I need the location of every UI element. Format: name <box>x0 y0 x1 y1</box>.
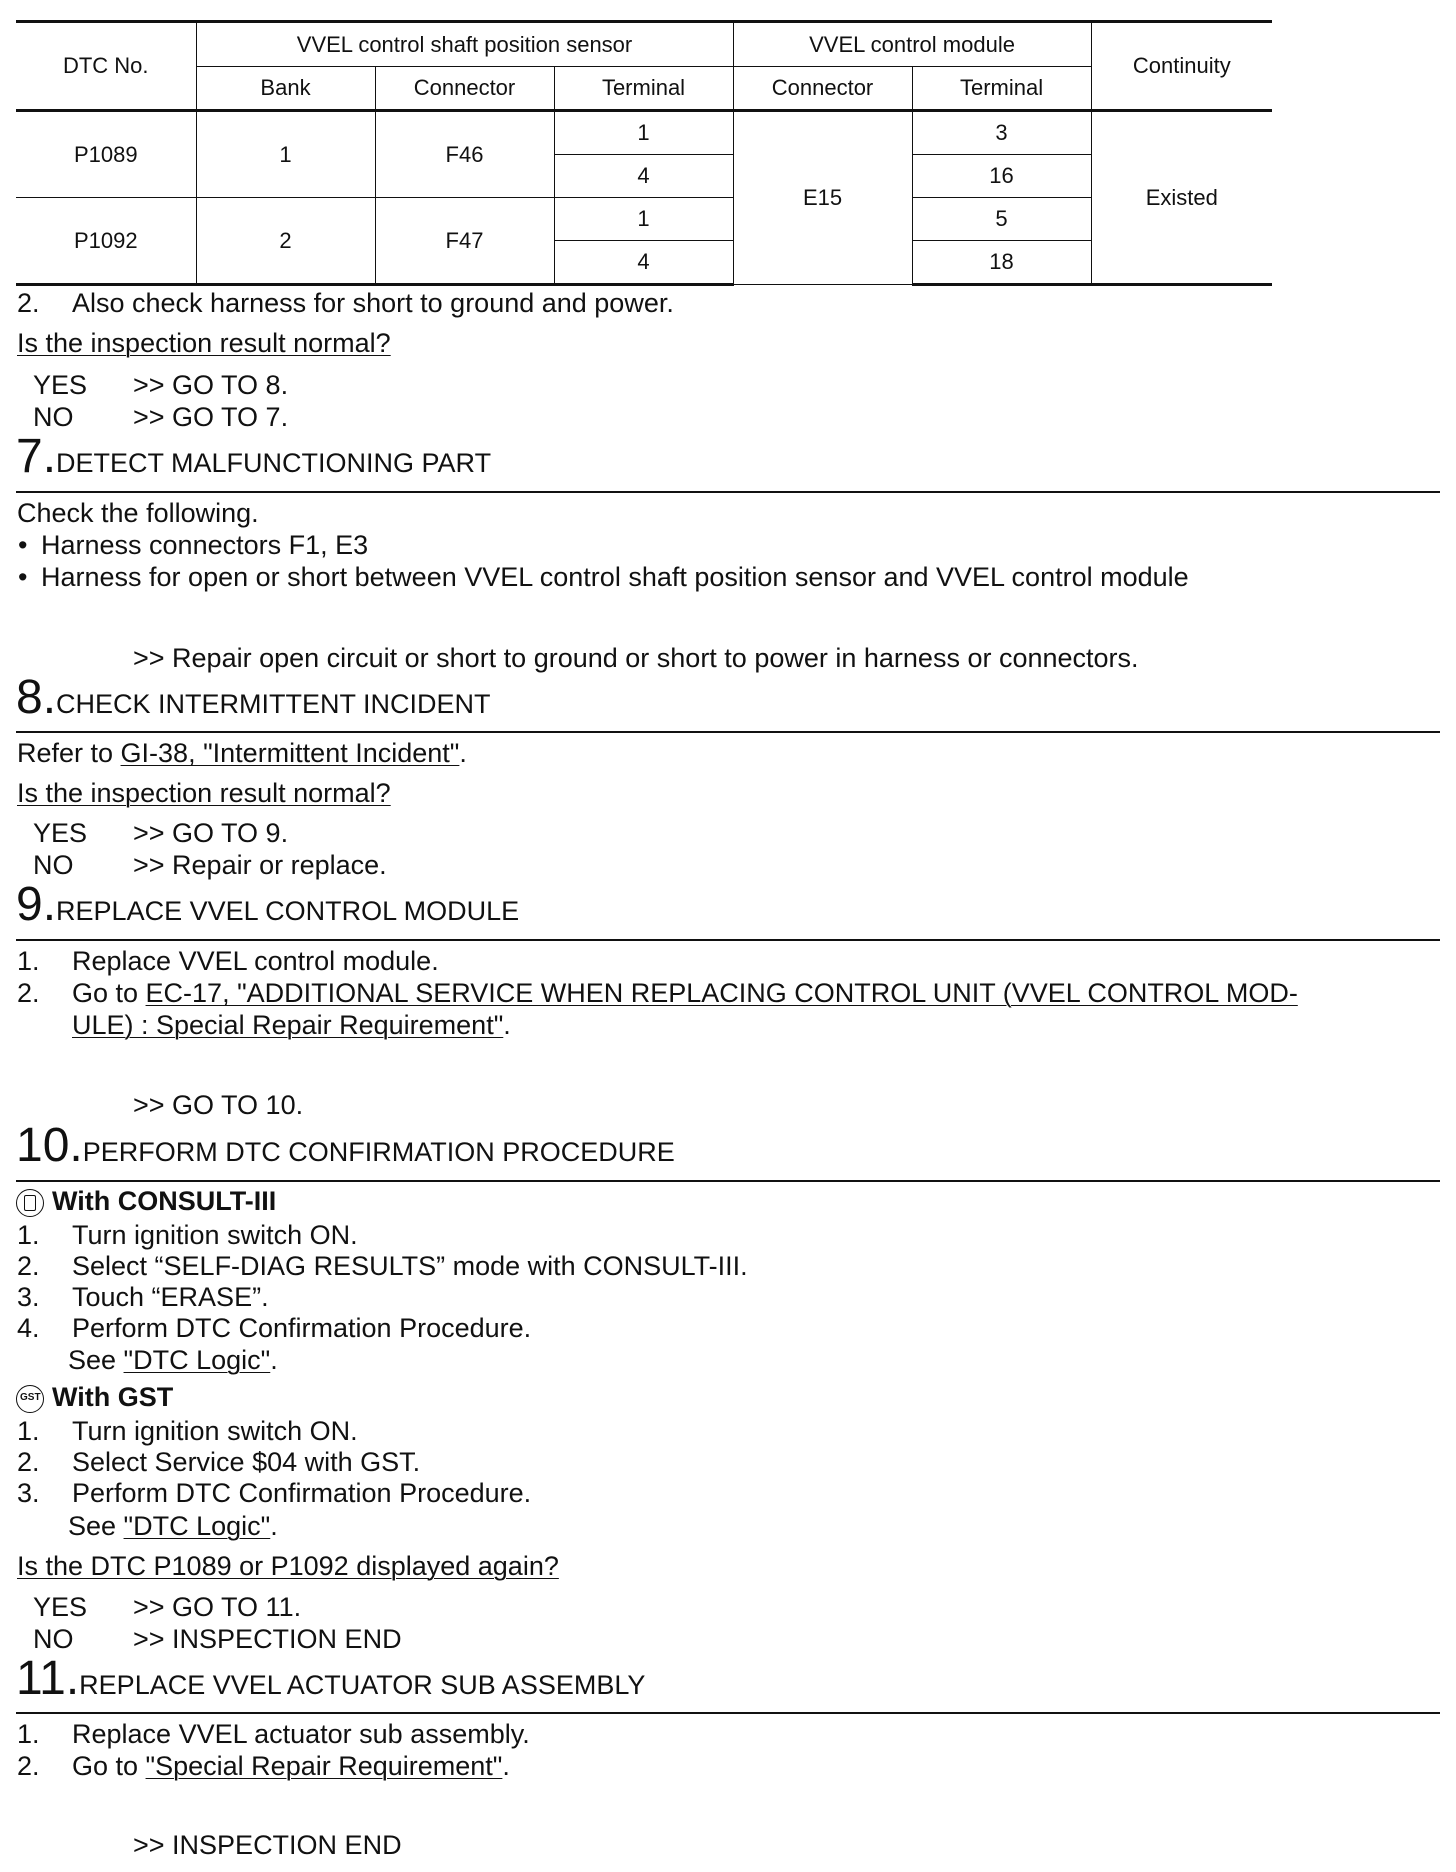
step-title: REPLACE VVEL ACTUATOR SUB ASSEMBLY <box>79 1670 646 1700</box>
step-title: REPLACE VVEL CONTROL MODULE <box>56 896 520 926</box>
see-reference <box>68 1513 278 1540</box>
header-bank: Bank <box>196 67 375 111</box>
refer-prefix: Refer to <box>17 738 121 768</box>
list-number: 2. <box>17 978 40 1008</box>
action-text: >> Repair open circuit or short to ground or short to power in harness or connectors. <box>133 643 1139 673</box>
bullet-item: Harness connectors F1, E3 <box>41 530 369 560</box>
cell-terminal: 4 <box>554 155 733 198</box>
consult-heading <box>16 1188 276 1217</box>
dtc-continuity-table <box>16 20 1272 286</box>
list-number: 1. <box>17 1719 40 1749</box>
reference-link[interactable]: ULE) : Special Repair Requirement" <box>72 1010 504 1040</box>
yes-action: >> GO TO 11. <box>133 1592 302 1622</box>
consult-iii-icon <box>16 1189 44 1217</box>
list-number: 2. <box>17 288 40 318</box>
reference-link[interactable]: "Special Repair Requirement" <box>145 1751 503 1781</box>
cell-module-connector: E15 <box>733 111 912 285</box>
table-row <box>16 198 1272 241</box>
section-divider <box>16 491 1440 493</box>
cell-terminal: 1 <box>554 198 733 241</box>
list-item: Replace VVEL control module. <box>72 946 439 976</box>
cell-terminal: 1 <box>554 111 733 155</box>
list-item: Replace VVEL actuator sub assembly. <box>72 1719 530 1749</box>
dtc-logic-link[interactable]: "DTC Logic" <box>123 1511 271 1541</box>
yes-label: YES <box>33 818 88 848</box>
step-number: 7. <box>16 430 57 483</box>
action-text: >> GO TO 10. <box>133 1090 304 1120</box>
see-suffix: . <box>270 1511 278 1541</box>
see-reference <box>68 1347 278 1374</box>
list-number: 1. <box>17 1220 40 1250</box>
paragraph: Check the following. <box>17 498 259 528</box>
consult-heading-text: With CONSULT-III <box>52 1186 277 1216</box>
cell-terminal: 4 <box>554 241 733 285</box>
cell-bank: 1 <box>196 111 375 198</box>
header-continuity: Continuity <box>1091 22 1272 111</box>
cell-module-terminal: 18 <box>912 241 1091 285</box>
list-number: 2. <box>17 1251 40 1281</box>
list-item: Select “SELF-DIAG RESULTS” mode with CONSULT-III. <box>72 1251 748 1281</box>
step-number: 9. <box>16 878 57 931</box>
cell-dtc: P1089 <box>16 111 196 198</box>
header-module-terminal: Terminal <box>912 67 1091 111</box>
header-module-connector: Connector <box>733 67 912 111</box>
refer-suffix: . <box>459 738 467 768</box>
section-divider <box>16 731 1440 733</box>
no-label: NO <box>33 402 74 432</box>
section-divider <box>16 1180 1440 1182</box>
section-divider <box>16 1712 1440 1714</box>
yes-label: YES <box>33 370 88 400</box>
list-item <box>72 980 1298 1007</box>
cell-module-terminal: 3 <box>912 111 1091 155</box>
cell-connector: F46 <box>375 111 554 198</box>
list-item <box>72 1753 510 1780</box>
list-number: 2. <box>17 1447 40 1477</box>
question-text: Is the inspection result normal? <box>17 778 391 808</box>
header-sensor-group: VVEL control shaft position sensor <box>196 22 733 67</box>
yes-action: >> GO TO 9. <box>133 818 289 848</box>
list-number: 1. <box>17 946 40 976</box>
see-label: See <box>68 1511 124 1541</box>
step-10-heading <box>16 1119 675 1172</box>
bullet-icon: • <box>18 562 28 592</box>
dtc-logic-link[interactable]: "DTC Logic" <box>123 1345 271 1375</box>
header-module-group: VVEL control module <box>733 22 1091 67</box>
item-suffix: . <box>503 1010 511 1040</box>
item-prefix: Go to <box>72 1751 146 1781</box>
header-terminal: Terminal <box>554 67 733 111</box>
question-text: Is the DTC P1089 or P1092 displayed again? <box>17 1551 559 1581</box>
list-item: Turn ignition switch ON. <box>72 1416 358 1446</box>
section-divider <box>16 939 1440 941</box>
no-label: NO <box>33 850 74 880</box>
no-label: NO <box>33 1624 74 1654</box>
see-label: See <box>68 1345 124 1375</box>
step-9-heading <box>16 878 520 931</box>
reference-link[interactable]: EC-17, "ADDITIONAL SERVICE WHEN REPLACING CONTROL UNIT (VVEL CONTROL MOD- <box>145 978 1298 1008</box>
header-dtc-no: DTC No. <box>16 22 196 111</box>
bullet-item: Harness for open or short between VVEL control shaft position sensor and VVEL control module <box>41 562 1189 592</box>
list-item: Touch “ERASE”. <box>72 1282 269 1312</box>
yes-action: >> GO TO 8. <box>133 370 289 400</box>
step-number: 10. <box>16 1119 83 1172</box>
gst-icon <box>16 1385 44 1413</box>
no-action: >> INSPECTION END <box>133 1624 402 1654</box>
no-action: >> GO TO 7. <box>133 402 289 432</box>
cell-module-terminal: 5 <box>912 198 1091 241</box>
cell-connector: F47 <box>375 198 554 285</box>
list-number: 3. <box>17 1282 40 1312</box>
table-row <box>16 111 1272 155</box>
list-item: Perform DTC Confirmation Procedure. <box>72 1478 532 1508</box>
no-action: >> Repair or replace. <box>133 850 387 880</box>
header-connector: Connector <box>375 67 554 111</box>
question-text: Is the inspection result normal? <box>17 328 391 358</box>
step-11-heading <box>16 1652 646 1705</box>
see-suffix: . <box>270 1345 278 1375</box>
list-item: Turn ignition switch ON. <box>72 1220 358 1250</box>
item-suffix: . <box>502 1751 510 1781</box>
gst-heading <box>16 1384 173 1413</box>
list-number: 2. <box>17 1751 40 1781</box>
step-title: DETECT MALFUNCTIONING PART <box>56 448 492 478</box>
action-text: >> INSPECTION END <box>133 1830 402 1860</box>
cell-module-terminal: 16 <box>912 155 1091 198</box>
step-title: CHECK INTERMITTENT INCIDENT <box>56 689 491 719</box>
list-number: 4. <box>17 1313 40 1343</box>
list-number: 3. <box>17 1478 40 1508</box>
bullet-icon: • <box>18 530 28 560</box>
step-7-heading <box>16 430 492 483</box>
step-number: 11. <box>16 1652 80 1705</box>
list-item: Perform DTC Confirmation Procedure. <box>72 1313 532 1343</box>
cell-bank: 2 <box>196 198 375 285</box>
cell-dtc: P1092 <box>16 198 196 285</box>
item-prefix: Go to <box>72 978 146 1008</box>
gst-icon-text: GST <box>20 1391 41 1403</box>
yes-label: YES <box>33 1592 88 1622</box>
list-item: Select Service $04 with GST. <box>72 1447 421 1477</box>
step-8-heading <box>16 671 491 724</box>
list-item: Also check harness for short to ground and power. <box>72 288 674 318</box>
cell-continuity: Existed <box>1091 111 1272 285</box>
step-title: PERFORM DTC CONFIRMATION PROCEDURE <box>82 1137 675 1167</box>
reference-link[interactable]: GI-38, "Intermittent Incident" <box>120 738 460 768</box>
refer-paragraph <box>17 740 467 767</box>
list-item-continued <box>72 1012 511 1039</box>
step-number: 8. <box>16 671 57 724</box>
gst-heading-text: With GST <box>52 1382 174 1412</box>
list-number: 1. <box>17 1416 40 1446</box>
